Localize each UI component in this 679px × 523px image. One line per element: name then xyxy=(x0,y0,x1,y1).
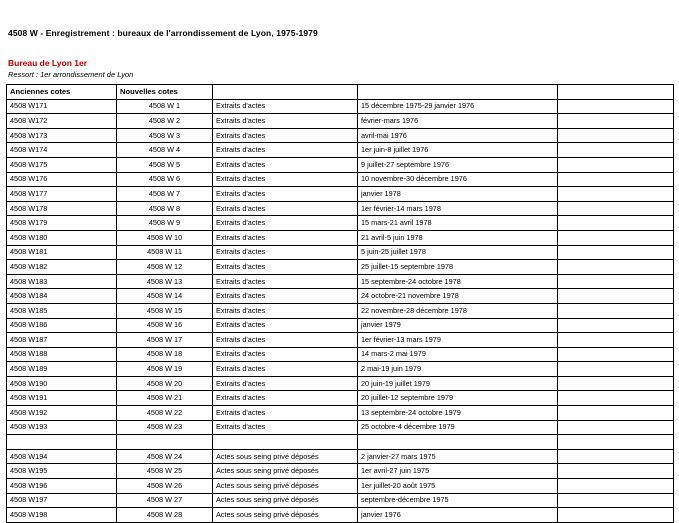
column-header-nouvelles-cotes: Nouvelles cotes xyxy=(117,85,213,100)
cell-type: Extraits d'actes xyxy=(213,99,358,114)
cell-dates: 24 octobre-21 novembre 1978 xyxy=(358,289,558,304)
cell-nouvelle-cote: 4508 W 26 xyxy=(117,479,213,494)
cell-ancienne-cote: 4508 W194 xyxy=(7,449,117,464)
cell-observations xyxy=(558,479,674,494)
table-row xyxy=(7,347,674,362)
cell-observations xyxy=(558,172,674,187)
cell-ancienne-cote: 4508 W195 xyxy=(7,464,117,479)
cell-ancienne-cote: 4508 W189 xyxy=(7,362,117,377)
table-header xyxy=(7,85,674,100)
cell-ancienne-cote: 4508 W197 xyxy=(7,493,117,508)
table-row xyxy=(7,435,674,450)
cell-dates: 15 mars-21 avril 1978 xyxy=(358,216,558,231)
cell-type: Extraits d'actes xyxy=(213,114,358,129)
cell-dates: février-mars 1976 xyxy=(358,114,558,129)
cell-observations xyxy=(558,493,674,508)
cell-ancienne-cote: 4508 W171 xyxy=(7,99,117,114)
cell-observations xyxy=(558,318,674,333)
cell-dates: 22 novembre-28 décembre 1978 xyxy=(358,303,558,318)
cell-type: Actes sous seing privé déposés xyxy=(213,464,358,479)
cell-observations xyxy=(558,406,674,421)
cell-nouvelle-cote: 4508 W 16 xyxy=(117,318,213,333)
cell-dates: janvier 1979 xyxy=(358,318,558,333)
cell-nouvelle-cote: 4508 W 20 xyxy=(117,376,213,391)
cell-nouvelle-cote: 4508 W 13 xyxy=(117,274,213,289)
table-row xyxy=(7,303,674,318)
cell-nouvelle-cote: 4508 W 28 xyxy=(117,508,213,523)
cell-ancienne-cote: 4508 W181 xyxy=(7,245,117,260)
cell-observations xyxy=(558,449,674,464)
cell-observations xyxy=(558,230,674,245)
cell-type: Extraits d'actes xyxy=(213,347,358,362)
cell-nouvelle-cote: 4508 W 2 xyxy=(117,114,213,129)
table-row xyxy=(7,289,674,304)
table-row xyxy=(7,333,674,348)
cell-observations xyxy=(558,391,674,406)
cell-nouvelle-cote: 4508 W 6 xyxy=(117,172,213,187)
table-row xyxy=(7,216,674,231)
cell-nouvelle-cote: 4508 W 15 xyxy=(117,303,213,318)
cell-ancienne-cote: 4508 W198 xyxy=(7,508,117,523)
table-row xyxy=(7,391,674,406)
table-row xyxy=(7,201,674,216)
cell-nouvelle-cote: 4508 W 27 xyxy=(117,493,213,508)
cell-observations xyxy=(558,187,674,202)
table-row xyxy=(7,128,674,143)
table-header-row xyxy=(7,85,674,100)
cell-ancienne-cote: 4508 W184 xyxy=(7,289,117,304)
cell-observations xyxy=(558,508,674,523)
cell-observations xyxy=(558,420,674,435)
cell-type: Extraits d'actes xyxy=(213,201,358,216)
cell-ancienne-cote: 4508 W173 xyxy=(7,128,117,143)
cell-observations xyxy=(558,464,674,479)
cell-type: Extraits d'actes xyxy=(213,289,358,304)
table-row xyxy=(7,376,674,391)
cell-type: Extraits d'actes xyxy=(213,245,358,260)
table-row xyxy=(7,406,674,421)
cell-type: Extraits d'actes xyxy=(213,216,358,231)
cell-dates: 1er juillet-20 août 1975 xyxy=(358,479,558,494)
table-row xyxy=(7,318,674,333)
cell-ancienne-cote: 4508 W191 xyxy=(7,391,117,406)
table-row xyxy=(7,420,674,435)
cell-nouvelle-cote: 4508 W 11 xyxy=(117,245,213,260)
cell-ancienne-cote: 4508 W193 xyxy=(7,420,117,435)
cell-type: Extraits d'actes xyxy=(213,157,358,172)
cell-type: Extraits d'actes xyxy=(213,333,358,348)
cell-observations xyxy=(558,245,674,260)
cell-ancienne-cote: 4508 W177 xyxy=(7,187,117,202)
cell-observations xyxy=(558,99,674,114)
cell-type: Extraits d'actes xyxy=(213,274,358,289)
cell-ancienne-cote: 4508 W180 xyxy=(7,230,117,245)
cell-ancienne-cote: 4508 W175 xyxy=(7,157,117,172)
cell-nouvelle-cote: 4508 W 19 xyxy=(117,362,213,377)
cell-dates: 10 novembre-30 décembre 1976 xyxy=(358,172,558,187)
cell-ancienne-cote: 4508 W183 xyxy=(7,274,117,289)
cell-dates: 1er avril-27 juin 1975 xyxy=(358,464,558,479)
table-row xyxy=(7,187,674,202)
cell-dates: 13 septembre-24 octobre 1979 xyxy=(358,406,558,421)
table-row xyxy=(7,157,674,172)
cell-dates: 2 janvier-27 mars 1975 xyxy=(358,449,558,464)
cell-dates: 25 octobre-4 décembre 1979 xyxy=(358,420,558,435)
cell-ancienne-cote: 4508 W192 xyxy=(7,406,117,421)
table-row xyxy=(7,449,674,464)
cell-observations xyxy=(558,128,674,143)
cell-observations xyxy=(558,274,674,289)
cell-dates: 25 juillet-15 septembre 1978 xyxy=(358,260,558,275)
cell-dates: 20 juin-19 juillet 1979 xyxy=(358,376,558,391)
cell-nouvelle-cote: 4508 W 24 xyxy=(117,449,213,464)
cell-dates: 21 avril-5 juin 1978 xyxy=(358,230,558,245)
cell-nouvelle-cote: 4508 W 5 xyxy=(117,157,213,172)
cell-ancienne-cote: 4508 W182 xyxy=(7,260,117,275)
cell-nouvelle-cote: 4508 W 14 xyxy=(117,289,213,304)
cell-nouvelle-cote: 4508 W 8 xyxy=(117,201,213,216)
column-header-dates xyxy=(358,85,558,100)
cell-ancienne-cote: 4508 W179 xyxy=(7,216,117,231)
cell-observations xyxy=(558,201,674,216)
cell-ancienne-cote: 4508 W187 xyxy=(7,333,117,348)
table-row xyxy=(7,245,674,260)
table-row xyxy=(7,479,674,494)
cell-observations xyxy=(558,333,674,348)
cell-dates: janvier 1976 xyxy=(358,508,558,523)
table-row xyxy=(7,143,674,158)
cell-nouvelle-cote: 4508 W 10 xyxy=(117,230,213,245)
cell-observations xyxy=(558,216,674,231)
cell-ancienne-cote: 4508 W185 xyxy=(7,303,117,318)
section-heading: Bureau de Lyon 1er xyxy=(8,58,88,68)
cell-type: Extraits d'actes xyxy=(213,318,358,333)
cell-type xyxy=(213,435,358,450)
cell-nouvelle-cote: 4508 W 22 xyxy=(117,406,213,421)
cell-observations xyxy=(558,303,674,318)
column-header-anciennes-cotes: Anciennes cotes xyxy=(7,85,117,100)
cell-observations xyxy=(558,157,674,172)
cell-nouvelle-cote: 4508 W 7 xyxy=(117,187,213,202)
cell-nouvelle-cote: 4508 W 21 xyxy=(117,391,213,406)
cell-type: Extraits d'actes xyxy=(213,362,358,377)
cell-dates: 15 septembre-24 octobre 1978 xyxy=(358,274,558,289)
cell-dates: janvier 1978 xyxy=(358,187,558,202)
cell-observations xyxy=(558,260,674,275)
cell-dates: 1er février-14 mars 1978 xyxy=(358,201,558,216)
cell-ancienne-cote: 4508 W196 xyxy=(7,479,117,494)
cell-nouvelle-cote: 4508 W 1 xyxy=(117,99,213,114)
cotes-table xyxy=(6,84,674,523)
section-subheading: Ressort : 1er arrondissement de Lyon xyxy=(8,70,134,79)
table-row xyxy=(7,172,674,187)
table-body xyxy=(7,99,674,522)
cell-type: Extraits d'actes xyxy=(213,260,358,275)
cell-observations xyxy=(558,347,674,362)
cell-dates: 15 décembre 1975-29 janvier 1976 xyxy=(358,99,558,114)
cell-observations xyxy=(558,114,674,129)
cell-ancienne-cote: 4508 W190 xyxy=(7,376,117,391)
cell-observations xyxy=(558,289,674,304)
cell-type: Extraits d'actes xyxy=(213,143,358,158)
cell-nouvelle-cote: 4508 W 18 xyxy=(117,347,213,362)
cell-ancienne-cote: 4508 W188 xyxy=(7,347,117,362)
cell-type: Actes sous seing privé déposés xyxy=(213,508,358,523)
column-header-type xyxy=(213,85,358,100)
cell-observations xyxy=(558,435,674,450)
column-header-observations xyxy=(558,85,674,100)
cell-type: Extraits d'actes xyxy=(213,391,358,406)
table-row xyxy=(7,464,674,479)
cell-dates: 20 juillet-12 septembre 1979 xyxy=(358,391,558,406)
cell-observations xyxy=(558,376,674,391)
table-row xyxy=(7,362,674,377)
cell-nouvelle-cote: 4508 W 17 xyxy=(117,333,213,348)
cell-dates xyxy=(358,435,558,450)
cell-type: Actes sous seing privé déposés xyxy=(213,449,358,464)
cell-nouvelle-cote: 4508 W 9 xyxy=(117,216,213,231)
table-row xyxy=(7,230,674,245)
cell-observations xyxy=(558,143,674,158)
cell-ancienne-cote: 4508 W186 xyxy=(7,318,117,333)
cell-nouvelle-cote: 4508 W 12 xyxy=(117,260,213,275)
cell-nouvelle-cote: 4508 W 4 xyxy=(117,143,213,158)
cell-ancienne-cote: 4508 W176 xyxy=(7,172,117,187)
cell-dates: 2 mai-19 juin 1979 xyxy=(358,362,558,377)
cell-nouvelle-cote: 4508 W 3 xyxy=(117,128,213,143)
cell-type: Extraits d'actes xyxy=(213,128,358,143)
cell-type: Actes sous seing privé déposés xyxy=(213,493,358,508)
cell-dates: 1er février-13 mars 1979 xyxy=(358,333,558,348)
cell-ancienne-cote: 4508 W174 xyxy=(7,143,117,158)
cell-type: Extraits d'actes xyxy=(213,376,358,391)
cell-dates: 5 juin-25 juillet 1978 xyxy=(358,245,558,260)
cell-ancienne-cote: 4508 W178 xyxy=(7,201,117,216)
cell-type: Extraits d'actes xyxy=(213,420,358,435)
cell-observations xyxy=(558,362,674,377)
cell-type: Extraits d'actes xyxy=(213,406,358,421)
cell-nouvelle-cote xyxy=(117,435,213,450)
cell-dates: 14 mars-2 mai 1979 xyxy=(358,347,558,362)
cell-dates: 1er juin-8 juillet 1976 xyxy=(358,143,558,158)
cell-ancienne-cote xyxy=(7,435,117,450)
cell-nouvelle-cote: 4508 W 23 xyxy=(117,420,213,435)
cell-dates: septembre-décembre 1975 xyxy=(358,493,558,508)
page-title: 4508 W - Enregistrement : bureaux de l'arrondissement de Lyon, 1975-1979 xyxy=(8,28,318,38)
table-row xyxy=(7,274,674,289)
cell-ancienne-cote: 4508 W172 xyxy=(7,114,117,129)
cell-type: Actes sous seing privé déposés xyxy=(213,479,358,494)
cell-dates: 9 juillet-27 septembre 1976 xyxy=(358,157,558,172)
cell-type: Extraits d'actes xyxy=(213,230,358,245)
cell-dates: avril-mai 1976 xyxy=(358,128,558,143)
cell-type: Extraits d'actes xyxy=(213,303,358,318)
table-row xyxy=(7,508,674,523)
table-row xyxy=(7,99,674,114)
cell-type: Extraits d'actes xyxy=(213,172,358,187)
table-row xyxy=(7,260,674,275)
cell-type: Extraits d'actes xyxy=(213,187,358,202)
cell-nouvelle-cote: 4508 W 25 xyxy=(117,464,213,479)
table-row xyxy=(7,114,674,129)
table-row xyxy=(7,493,674,508)
